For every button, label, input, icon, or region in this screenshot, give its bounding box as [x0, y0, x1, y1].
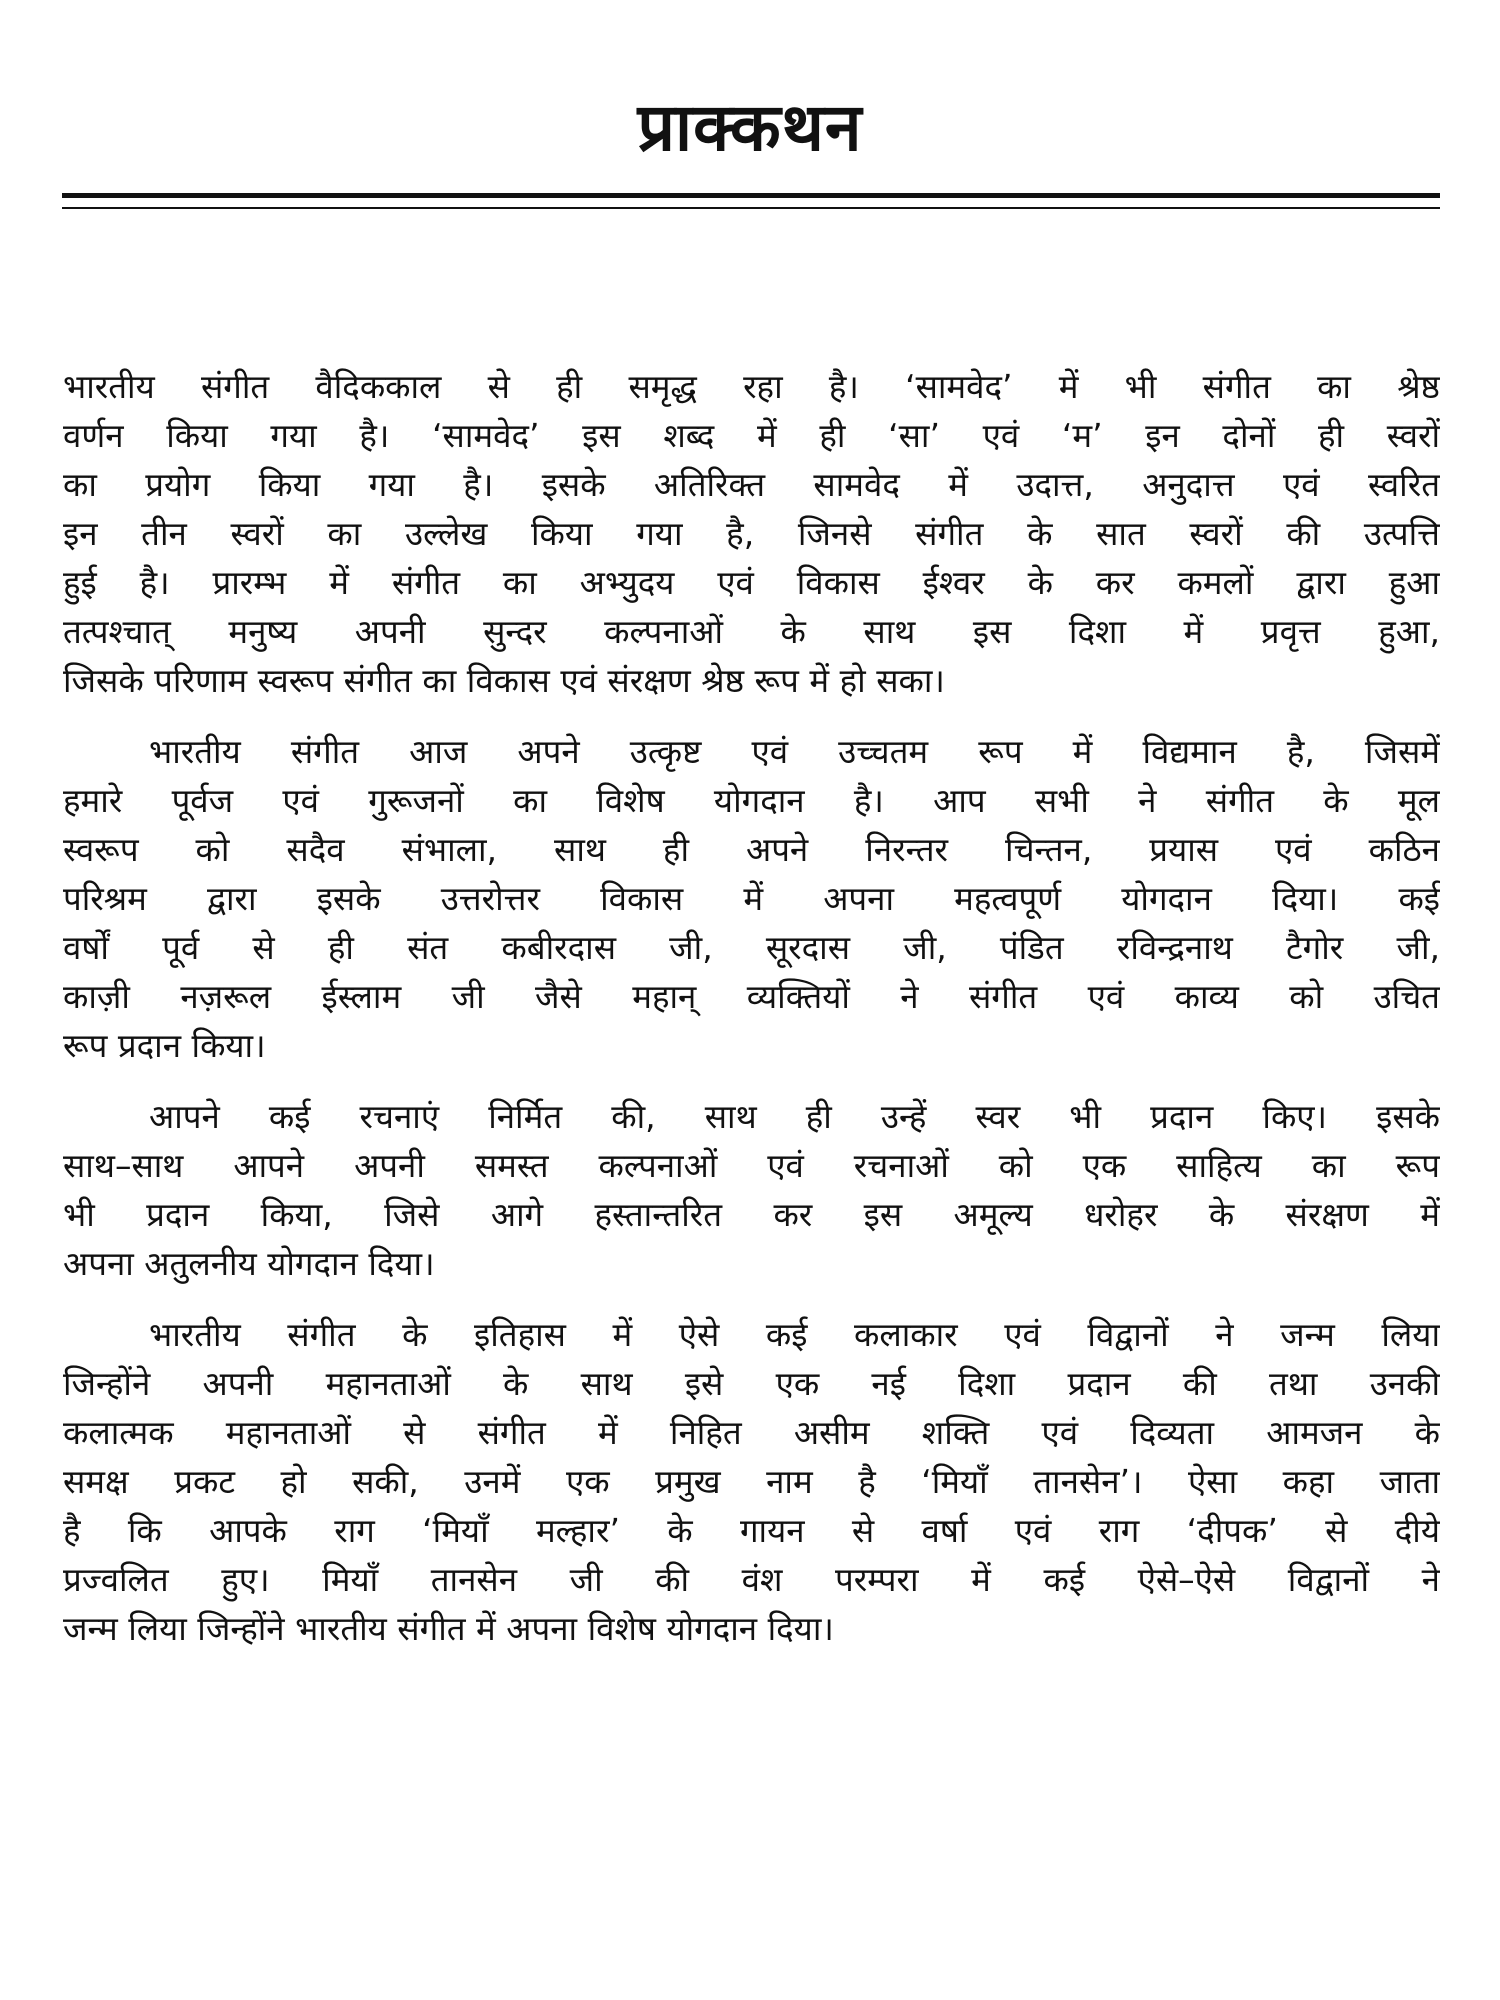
- text-line: है कि आपके राग ‘मियाँ मल्हार’ के गायन से वर्षा एवं राग ‘दीपक’ से दीये: [63, 1511, 1440, 1550]
- text-line: साथ–साथ आपने अपनी समस्त कल्पनाओं एवं रचनाओं को एक साहित्य का रूप: [63, 1146, 1440, 1185]
- text-line: भारतीय संगीत वैदिककाल से ही समृद्ध रहा है। ‘सामवेद’ में भी संगीत का श्रेष्ठ: [63, 367, 1440, 406]
- text-line: इन तीन स्वरों का उल्लेख किया गया है, जिनसे संगीत के सात स्वरों की उत्पत्ति: [63, 514, 1440, 553]
- text-line: जिन्होंने अपनी महानताओं के साथ इसे एक नई दिशा प्रदान की तथा उनकी: [63, 1364, 1440, 1403]
- text-line: हुई है। प्रारम्भ में संगीत का अभ्युदय एवं विकास ईश्वर के कर कमलों द्वारा हुआ: [63, 563, 1440, 602]
- text-line: अपना अतुलनीय योगदान दिया।: [63, 1244, 435, 1283]
- text-line: जन्म लिया जिन्होंने भारतीय संगीत में अपना विशेष योगदान दिया।: [63, 1609, 834, 1648]
- text-line: तत्पश्चात् मनुष्य अपनी सुन्दर कल्पनाओं के साथ इस दिशा में प्रवृत्त हुआ,: [63, 612, 1440, 651]
- text-line: वर्षों पूर्व से ही संत कबीरदास जी, सूरदास जी, पंडित रविन्द्रनाथ टैगोर जी,: [63, 928, 1440, 967]
- text-line: समक्ष प्रकट हो सकी, उनमें एक प्रमुख नाम है ‘मियाँ तानसेन’। ऐसा कहा जाता: [63, 1462, 1440, 1501]
- text-line: वर्णन किया गया है। ‘सामवेद’ इस शब्द में ही ‘सा’ एवं ‘म’ इन दोनों ही स्वरों: [63, 416, 1440, 455]
- text-line: काज़ी नज़रूल ईस्लाम जी जैसे महान् व्यक्तियों ने संगीत एवं काव्य को उचित: [63, 977, 1440, 1016]
- text-line: भारतीय संगीत के इतिहास में ऐसे कई कलाकार एवं विद्वानों ने जन्म लिया: [149, 1315, 1440, 1354]
- title-underline-thick: [62, 193, 1440, 198]
- paragraph-3: [63, 1092, 1440, 1288]
- text-line: आपने कई रचनाएं निर्मित की, साथ ही उन्हें स्वर भी प्रदान किए। इसके: [149, 1097, 1440, 1136]
- text-line: भी प्रदान किया, जिसे आगे हस्तान्तरित कर इस अमूल्य धरोहर के संरक्षण में: [63, 1195, 1440, 1234]
- text-line: का प्रयोग किया गया है। इसके अतिरिक्त सामवेद में उदात्त, अनुदात्त एवं स्वरित: [63, 465, 1440, 504]
- text-line: प्रज्वलित हुए। मियाँ तानसेन जी की वंश परम्परा में कई ऐसे–ऐसे विद्वानों ने: [63, 1560, 1440, 1599]
- paragraph-1: [63, 362, 1440, 705]
- text-line: कलात्मक महानताओं से संगीत में निहित असीम शक्ति एवं दिव्यता आमजन के: [63, 1413, 1440, 1452]
- page-title: प्राक्कथन: [637, 89, 863, 166]
- text-line: जिसके परिणाम स्वरूप संगीत का विकास एवं संरक्षण श्रेष्ठ रूप में हो सका।: [63, 661, 945, 700]
- text-line: भारतीय संगीत आज अपने उत्कृष्ट एवं उच्चतम रूप में विद्यमान है, जिसमें: [149, 732, 1440, 771]
- paragraph-4: [63, 1310, 1440, 1653]
- paragraph-2: [63, 727, 1440, 1070]
- text-line: रूप प्रदान किया।: [63, 1026, 266, 1065]
- title-underline-thin: [62, 207, 1440, 209]
- text-line: स्वरूप को सदैव संभाला, साथ ही अपने निरन्तर चिन्तन, प्रयास एवं कठिन: [63, 830, 1440, 869]
- body-text: [63, 362, 1440, 1675]
- text-line: परिश्रम द्वारा इसके उत्तरोत्तर विकास में अपना महत्वपूर्ण योगदान दिया। कई: [63, 879, 1440, 918]
- text-line: हमारे पूर्वज एवं गुरूजनों का विशेष योगदान है। आप सभी ने संगीत के मूल: [63, 781, 1440, 820]
